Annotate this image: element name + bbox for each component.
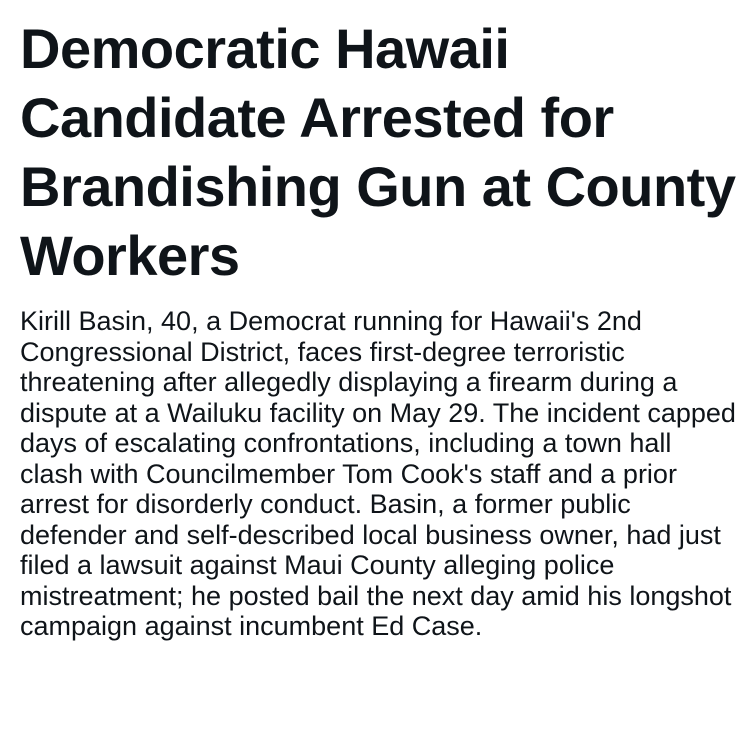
article-headline: Democratic Hawaii Candidate Arrested for Brandishing Gun at County Workers	[20, 17, 736, 287]
article-card	[20, 14, 736, 642]
article-summary: Kirill Basin, 40, a Democrat running for Hawaii's 2nd Congressional District, faces first-degree terroristic threatening after allegedly displaying a firearm during a dispute at a Wailuku facility on May 29. The incident capped days of escalating confrontations, including a town hall clash with Councilmember Tom Cook's staff and a prior arrest for disorderly conduct. Basin, a former public defender and self-described local business owner, had just filed a lawsuit against Maui County alleging police mistreatment; he posted bail the next day amid his longshot campaign against incumbent Ed Case.	[20, 306, 736, 641]
